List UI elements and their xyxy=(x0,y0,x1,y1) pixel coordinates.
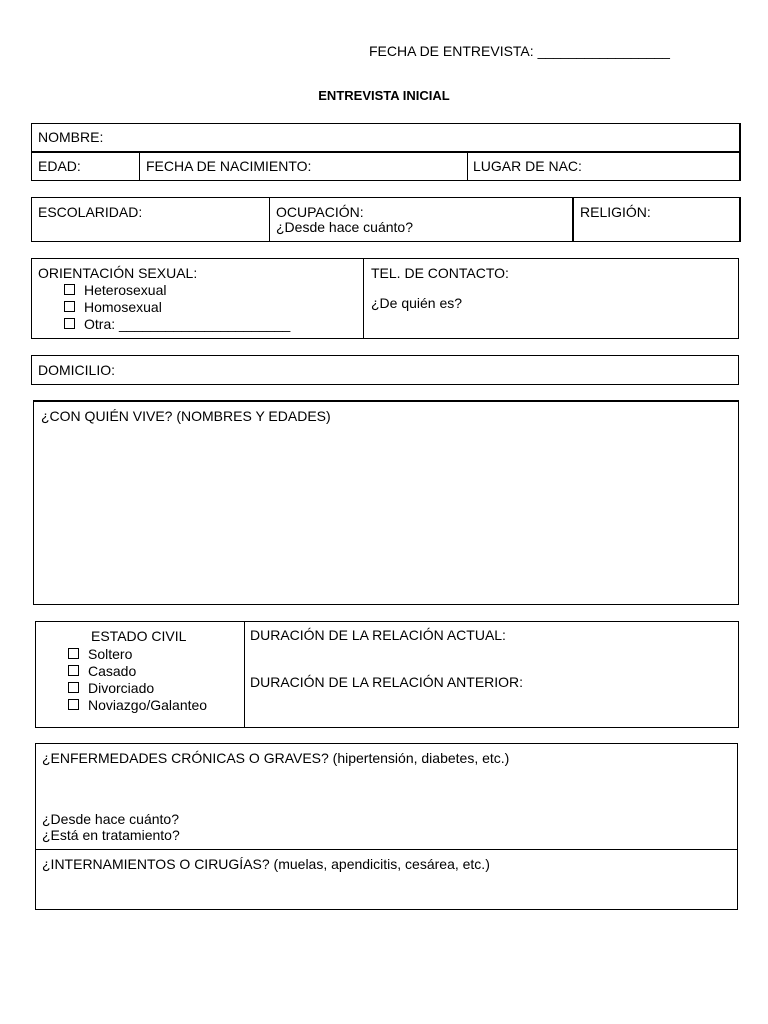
form-title: ENTREVISTA INICIAL xyxy=(318,88,450,103)
divider xyxy=(363,258,364,339)
interview-date-line xyxy=(369,43,670,60)
orientation-label: ORIENTACIÓN SEXUAL: xyxy=(38,265,198,281)
tratamiento-field[interactable]: ¿Está en tratamiento? xyxy=(42,827,180,843)
nombre-field[interactable]: NOMBRE: xyxy=(38,129,104,145)
ocupacion-since-field[interactable]: ¿Desde hace cuánto? xyxy=(276,219,413,235)
duracion-actual-field[interactable]: DURACIÓN DE LA RELACIÓN ACTUAL: xyxy=(250,627,506,643)
interview-date-label: FECHA DE ENTREVISTA: xyxy=(369,43,534,59)
con-quien-box xyxy=(33,400,739,605)
divider xyxy=(31,151,741,153)
soltero-checkbox[interactable] xyxy=(68,648,79,659)
domicilio-field[interactable]: DOMICILIO: xyxy=(38,362,116,378)
escolaridad-field[interactable]: ESCOLARIDAD: xyxy=(38,204,143,220)
divider xyxy=(467,152,468,181)
internamientos-field[interactable]: ¿INTERNAMIENTOS O CIRUGÍAS? (muelas, apendicitis, cesárea, etc.) xyxy=(42,856,490,872)
con-quien-field[interactable]: ¿CON QUIÉN VIVE? (NOMBRES Y EDADES) xyxy=(41,408,331,424)
religion-field[interactable]: RELIGIÓN: xyxy=(580,204,651,220)
otra-checkbox[interactable] xyxy=(64,318,75,329)
estado-civil-label: ESTADO CIVIL xyxy=(91,628,187,644)
lugar-nac-field[interactable]: LUGAR DE NAC: xyxy=(473,158,582,174)
enfermedades-field[interactable]: ¿ENFERMEDADES CRÓNICAS O GRAVES? (hipertensión, diabetes, etc.) xyxy=(42,750,510,766)
tel-contacto-field[interactable]: TEL. DE CONTACTO: xyxy=(371,265,509,281)
otra-line xyxy=(84,316,290,333)
enfermedades-since-field[interactable]: ¿Desde hace cuánto? xyxy=(42,811,179,827)
otra-label: Otra: xyxy=(84,316,116,332)
duracion-anterior-field[interactable]: DURACIÓN DE LA RELACIÓN ANTERIOR: xyxy=(250,674,524,690)
homosexual-checkbox[interactable] xyxy=(64,301,75,312)
interview-date-field[interactable]: _________________ xyxy=(537,43,670,59)
divider xyxy=(35,849,738,850)
casado-label: Casado xyxy=(88,663,137,679)
heterosexual-checkbox[interactable] xyxy=(64,284,75,295)
divorciado-checkbox[interactable] xyxy=(68,682,79,693)
divider xyxy=(269,197,270,242)
otra-field[interactable]: ______________________ xyxy=(119,316,291,332)
divider xyxy=(139,152,140,181)
fecha-nacimiento-field[interactable]: FECHA DE NACIMIENTO: xyxy=(146,158,312,174)
divider xyxy=(572,197,574,242)
noviazgo-checkbox[interactable] xyxy=(68,699,79,710)
divorciado-label: Divorciado xyxy=(88,680,155,696)
heterosexual-label: Heterosexual xyxy=(84,282,167,298)
noviazgo-label: Noviazgo/Galanteo xyxy=(88,697,208,713)
ocupacion-field[interactable]: OCUPACIÓN: xyxy=(276,204,364,220)
divider xyxy=(244,621,245,728)
domicilio-box xyxy=(31,355,739,385)
casado-checkbox[interactable] xyxy=(68,665,79,676)
homosexual-label: Homosexual xyxy=(84,299,162,315)
de-quien-field[interactable]: ¿De quién es? xyxy=(371,295,463,311)
edad-field[interactable]: EDAD: xyxy=(38,158,81,174)
soltero-label: Soltero xyxy=(88,646,133,662)
